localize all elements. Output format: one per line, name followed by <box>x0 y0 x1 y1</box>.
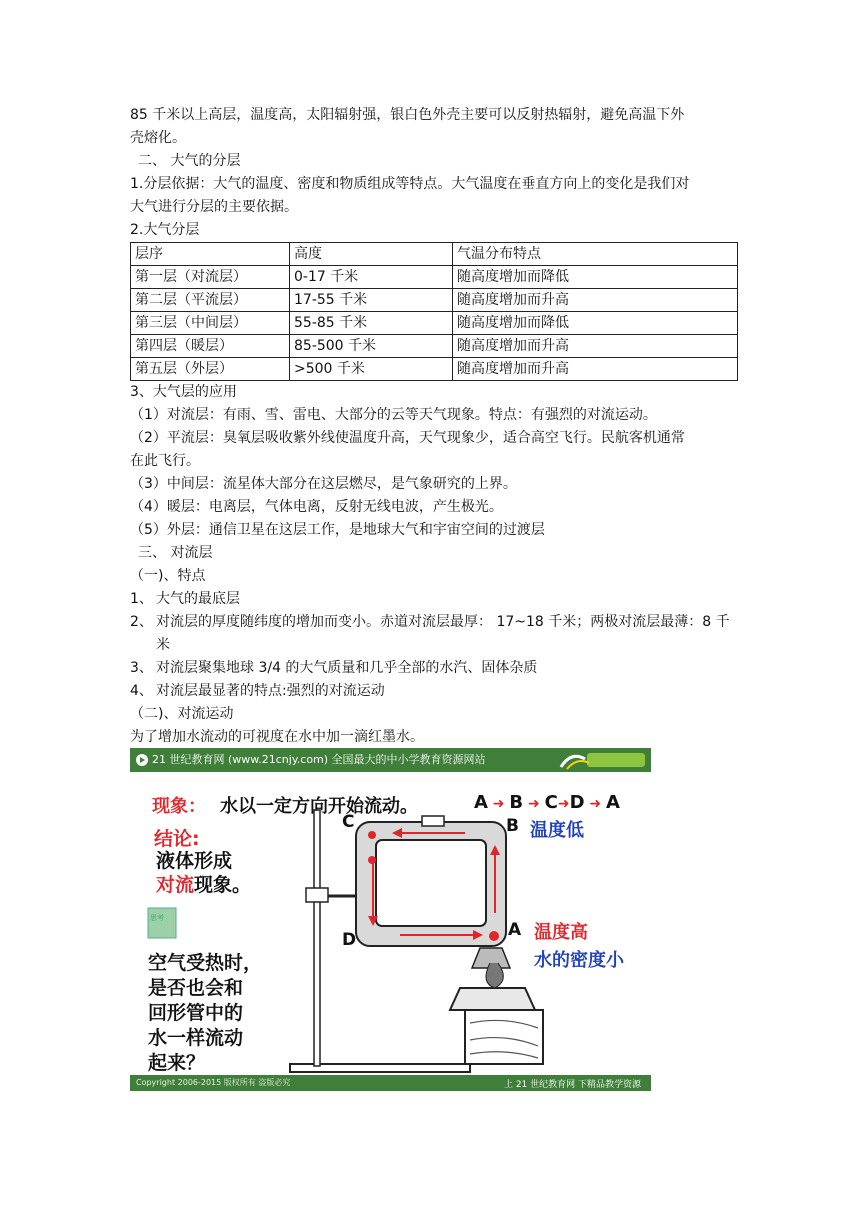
label-c: C <box>342 812 355 832</box>
slide-bottom-banner <box>130 1075 651 1091</box>
table-cell: 0-17 千米 <box>290 266 453 289</box>
application-item: （5）外层：通信卫星在这层工作，是地球大气和宇宙空间的过渡层 <box>130 522 545 538</box>
table-cell: 随高度增加而升高 <box>453 289 738 312</box>
list-text: 对流层最显著的特点:强烈的对流运动 <box>156 683 385 699</box>
features-title: （一)、特点 <box>130 568 206 584</box>
basis-line-2: 大气进行分层的主要依据。 <box>130 199 298 215</box>
label-d: D <box>342 930 357 950</box>
table-row <box>131 358 738 381</box>
intro-line-2: 壳熔化。 <box>130 130 186 146</box>
list-item <box>130 657 740 680</box>
question-line: 起来？ <box>148 1052 206 1074</box>
phenomenon-label: 现象： <box>152 796 206 817</box>
conclusion-line-2 <box>156 870 251 897</box>
table-cell: 第四层（暖层） <box>131 335 290 358</box>
table-cell: >500 千米 <box>290 358 453 381</box>
sequence-letter: B <box>509 792 524 813</box>
table-cell: 第五层（外层） <box>131 358 290 381</box>
list-number: 3、 <box>130 660 153 676</box>
application-item: 在此飞行。 <box>130 453 200 469</box>
table-cell: 85-500 千米 <box>290 335 453 358</box>
application-item: （1）对流层：有雨、雪、雷电、大部分的云等天气现象。特点：有强烈的对流运动。 <box>130 407 657 423</box>
atmosphere-layers-table <box>130 242 738 381</box>
conclusion-label: 结论: <box>154 828 200 850</box>
list-item <box>130 588 740 611</box>
conclusion-keyword: 对流 <box>156 874 195 896</box>
layers-title: 2.大气分层 <box>130 222 200 238</box>
table-cell: 随高度增加而降低 <box>453 312 738 335</box>
list-text: 对流层的厚度随纬度的增加而变小。赤道对流层最厚： 17~18 千米；两极对流层最薄：8 千米 <box>156 614 730 653</box>
list-number: 2、 <box>130 614 153 630</box>
label-b: B <box>506 816 519 836</box>
application-title: 3、大气层的应用 <box>130 384 237 400</box>
temp-low-label: 温度低 <box>530 820 584 841</box>
table-header: 气温分布特点 <box>453 243 738 266</box>
table-cell: 随高度增加而升高 <box>453 358 738 381</box>
conclusion-line-1: 液体形成 <box>156 850 233 872</box>
table-row <box>131 266 738 289</box>
application-item: （3）中间层：流星体大部分在这层燃尽，是气象研究的上界。 <box>130 476 517 492</box>
basis-line-1: 1.分层依据：大气的温度、密度和物质组成等特点。大气温度在垂直方向上的变化是我们对 <box>130 176 690 192</box>
list-text: 对流层聚集地球 3/4 的大气质量和几乎全部的水汽、固体杂质 <box>156 660 538 676</box>
list-number: 1、 <box>130 591 153 607</box>
table-cell: 第三层（中间层） <box>131 312 290 335</box>
question-line: 回形管中的 <box>148 1002 244 1024</box>
table-cell: 随高度增加而升高 <box>453 335 738 358</box>
slide-banner-text: 21 世纪教育网 (www.21cnjy.com) 全国最大的中小学教育资源网站 <box>152 753 486 766</box>
table-header-row <box>131 243 738 266</box>
table-cell: 第一层（对流层） <box>131 266 290 289</box>
density-small-label: 水的密度小 <box>534 950 624 971</box>
label-a: A <box>508 920 522 940</box>
section3-title: 三、 对流层 <box>138 545 213 561</box>
intro-line-1: 85 千米以上高层，温度高，太阳辐射强，银白色外壳主要可以反射热辐射，避免高温下外 <box>130 107 685 123</box>
conclusion-rest: 现象。 <box>194 874 252 896</box>
table-row <box>131 312 738 335</box>
convection-title: （二)、对流运动 <box>130 706 234 722</box>
list-text: 大气的最底层 <box>156 591 240 607</box>
list-item <box>130 611 740 657</box>
sequence-letter: D <box>569 792 585 813</box>
table-header: 高度 <box>290 243 453 266</box>
question-line: 是否也会和 <box>148 977 244 999</box>
question-line: 水一样流动 <box>148 1027 244 1049</box>
temp-high-label: 温度高 <box>534 922 588 943</box>
list-item <box>130 680 740 703</box>
slide-bottom-text: 上 21 世纪教育网 下精品教学资源 <box>503 1080 641 1090</box>
sequence-letter: C <box>544 792 558 813</box>
section2-title: 二、 大气的分层 <box>138 153 241 169</box>
table-cell: 第二层（平流层） <box>131 289 290 312</box>
application-item: （4）暖层：电离层，气体电离，反射无线电波，产生极光。 <box>130 499 503 515</box>
table-header: 层序 <box>131 243 290 266</box>
table-cell: 55-85 千米 <box>290 312 453 335</box>
table-row <box>131 335 738 358</box>
list-number: 4、 <box>130 683 153 699</box>
question-line: 空气受热时， <box>148 952 263 974</box>
document-body <box>130 104 740 749</box>
slide-copyright: Copyright 2006-2015 版权所有 盗版必究 <box>136 1078 291 1087</box>
flow-sequence: A ➜ B ➜ C➜D ➜ A <box>474 792 620 813</box>
convection-experiment-slide <box>130 748 651 1091</box>
sequence-letter: A <box>474 792 488 813</box>
phenomenon-text: 水以一定方向开始流动。 <box>220 796 418 817</box>
sequence-letter: A <box>606 792 620 813</box>
table-cell: 随高度增加而降低 <box>453 266 738 289</box>
application-item: （2）平流层：臭氧层吸收紫外线使温度升高，天气现象少，适合高空飞行。民航客机通常 <box>130 430 685 446</box>
svg-text:思考: 思考 <box>150 914 164 922</box>
table-cell: 17-55 千米 <box>290 289 453 312</box>
table-row <box>131 289 738 312</box>
convection-note: 为了增加水流动的可视度在水中加一滴红墨水。 <box>130 729 424 745</box>
